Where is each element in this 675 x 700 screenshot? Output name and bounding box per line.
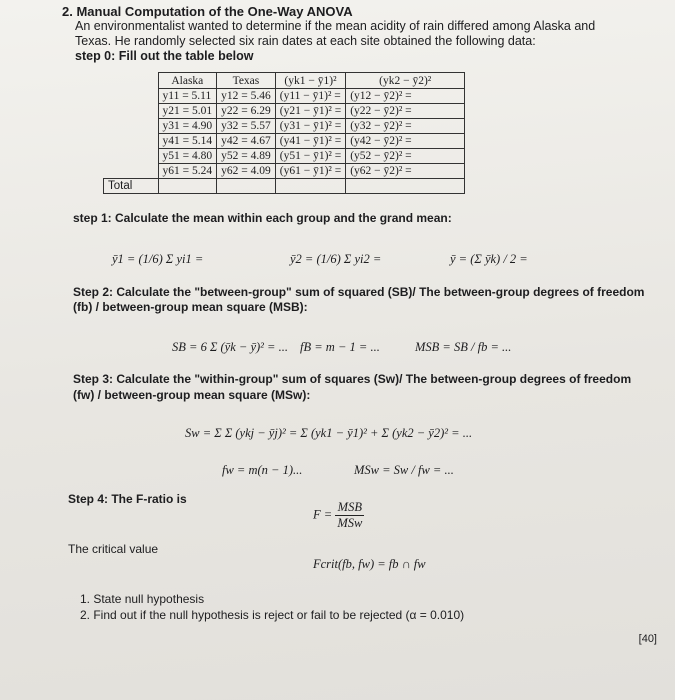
question-title-text: Manual Computation of the One-Way ANOVA [76, 4, 353, 19]
mean1-formula: ȳ1 = (1/6) Σ yi1 = [112, 252, 204, 266]
step3-line1: Step 3: Calculate the "within-group" sum of squares (Sw)/ The between-group degrees of freedom [73, 372, 632, 386]
mean2-formula: ȳ2 = (1/6) Σ yi2 = [290, 252, 382, 266]
cell[interactable]: (y61 − ȳ1)² = [275, 164, 345, 179]
msb-formula: MSB = SB / fb = ... [415, 340, 512, 354]
cell: y42 = 4.67 [217, 134, 276, 149]
cell[interactable]: (y51 − ȳ1)² = [275, 149, 345, 164]
fw-formula: fw = m(n − 1)... [222, 463, 303, 477]
cell: y21 = 5.01 [158, 104, 217, 119]
cell: y52 = 4.89 [217, 149, 276, 164]
total-cell[interactable] [346, 179, 465, 194]
cell: y31 = 4.90 [158, 119, 217, 134]
f-numerator: MSB [335, 500, 364, 516]
sb-formula: SB = 6 Σ (ȳk − ȳ)² = ... [172, 340, 288, 354]
cell[interactable]: (y21 − ȳ1)² = [275, 104, 345, 119]
msw-formula: MSw = Sw / fw = ... [354, 463, 454, 477]
question-title [62, 4, 353, 19]
header-alaska: Alaska [158, 73, 217, 89]
cell[interactable]: (y31 − ȳ1)² = [275, 119, 345, 134]
cell: y62 = 4.09 [217, 164, 276, 179]
step3-line2: (fw) / between-group mean square (MSw): [73, 388, 311, 402]
table-row [104, 104, 465, 119]
step0-heading: step 0: Fill out the table below [75, 49, 254, 63]
cell: y11 = 5.11 [158, 89, 217, 104]
fb-formula: fB = m − 1 = ... [300, 340, 380, 354]
sw-formula: Sw = Σ Σ (ykj − ȳj)² = Σ (yk1 − ȳ1)² + Σ (yk2 − ȳ2)² = ... [185, 426, 473, 440]
intro-line-1: An environmentalist wanted to determine if the mean acidity of rain differed among Alaska and [75, 19, 596, 33]
step1-heading: step 1: Calculate the mean within each group and the grand mean: [73, 211, 452, 225]
step2-line2: (fb) / between-group mean square (MSB): [73, 300, 308, 314]
task-1: 1. State null hypothesis [80, 592, 205, 606]
header-texas: Texas [217, 73, 276, 89]
step4-heading: Step 4: The F-ratio is [68, 492, 187, 506]
intro-line-2: Texas. He randomly selected six rain dates at each site obtained the following data: [75, 34, 536, 48]
cell: y51 = 4.80 [158, 149, 217, 164]
total-cell[interactable] [275, 179, 345, 194]
question-number: 2. [62, 4, 73, 19]
cell[interactable]: (y32 − ȳ2)² = [346, 119, 465, 134]
f-denominator: MSw [337, 516, 363, 530]
cell: y12 = 5.46 [217, 89, 276, 104]
cell: y41 = 5.14 [158, 134, 217, 149]
header-dev-alaska: (yk1 − ȳ1)² [275, 73, 345, 89]
table-row [104, 89, 465, 104]
table-row [104, 134, 465, 149]
f-fraction [335, 500, 364, 531]
header-dev-texas: (yk2 − ȳ2)² [346, 73, 465, 89]
f-ratio-formula [313, 500, 364, 531]
task-2: 2. Find out if the null hypothesis is reject or fail to be rejected (α = 0.010) [80, 608, 465, 622]
critical-formula: Fcrit(fb, fw) = fb ∩ fw [313, 557, 426, 571]
total-row [104, 179, 465, 194]
cell[interactable]: (y12 − ȳ2)² = [346, 89, 465, 104]
cell: y22 = 6.29 [217, 104, 276, 119]
cell: y61 = 5.24 [158, 164, 217, 179]
step2-line1: Step 2: Calculate the "between-group" sum of squared (SB)/ The between-group degrees of freedom [73, 285, 645, 299]
cell[interactable]: (y41 − ȳ1)² = [275, 134, 345, 149]
table-row [104, 164, 465, 179]
data-table [103, 72, 465, 194]
cell[interactable]: (y11 − ȳ1)² = [275, 89, 345, 104]
table-row [104, 149, 465, 164]
cell[interactable]: (y52 − ȳ2)² = [346, 149, 465, 164]
cell[interactable]: (y62 − ȳ2)² = [346, 164, 465, 179]
total-label: Total [104, 179, 159, 194]
marks-label: [40] [638, 633, 657, 645]
grand-mean-formula: ȳ = (Σ ȳk) / 2 = [450, 252, 528, 266]
table-row [104, 119, 465, 134]
cell[interactable]: (y22 − ȳ2)² = [346, 104, 465, 119]
cell[interactable]: (y42 − ȳ2)² = [346, 134, 465, 149]
f-label: F = [313, 507, 333, 522]
critical-label: The critical value [68, 542, 159, 556]
cell: y32 = 5.57 [217, 119, 276, 134]
